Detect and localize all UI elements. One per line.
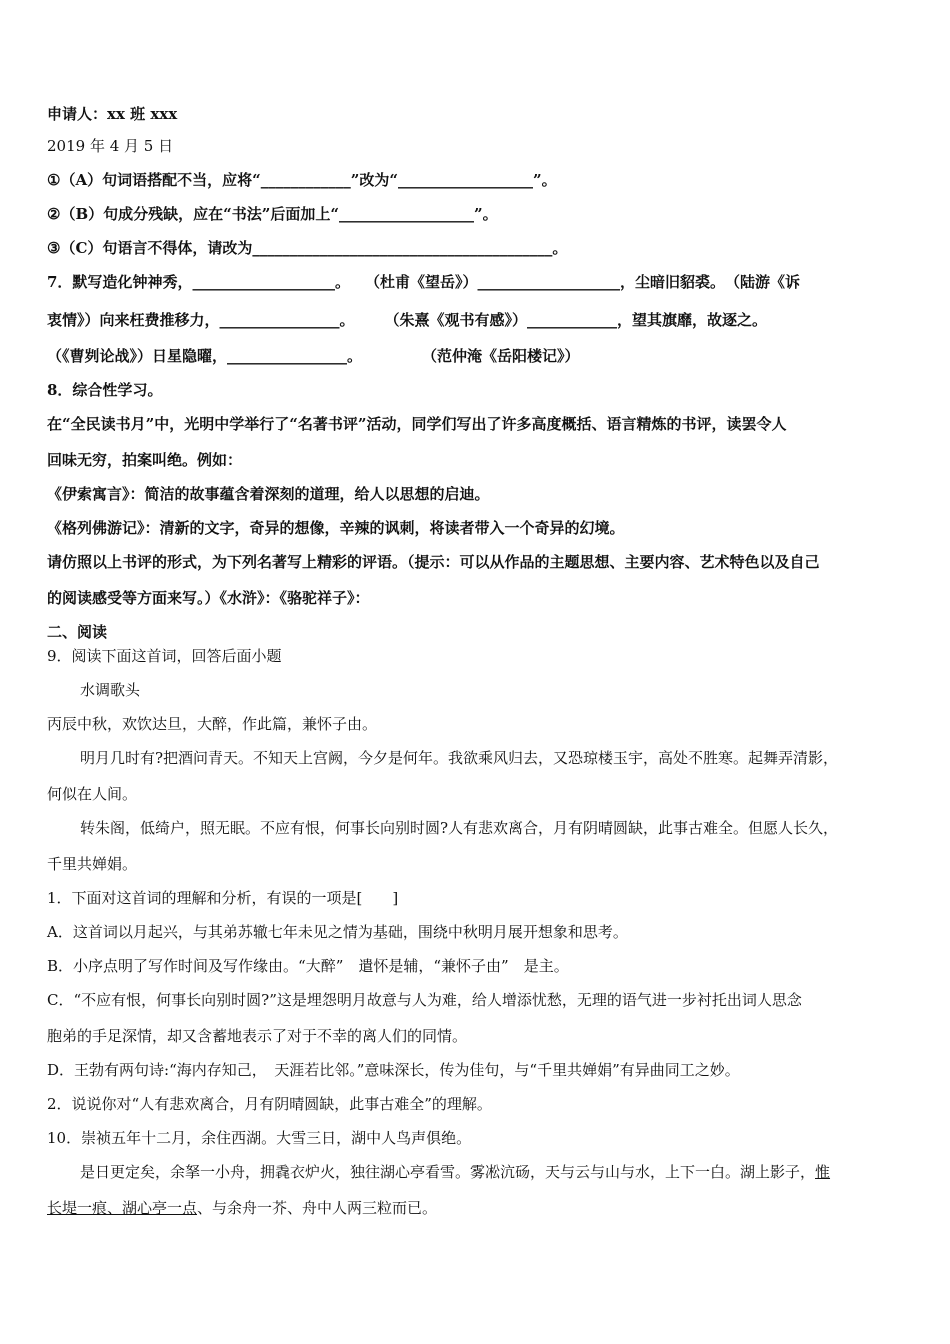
- poem-paragraph-1a: 明月几时有?把酒问青天。不知天上宫阙，今夕是何年。我欲乘风归去，又恐琼楼玉宇，高处不胜寒。起舞弄清影，: [80, 749, 839, 767]
- section-2-heading: 二、阅读: [47, 623, 108, 641]
- subquestion-2: 2．说说你对“人有悲欢离合，月有阴晴圆缺，此事古难全”的理解。: [47, 1095, 492, 1113]
- q7-line-3: （《曹刿论战》）日星隐曜，________________。 （范仲淹《岳阳楼记》）: [47, 347, 580, 365]
- q7-line-1: 7．默写造化钟神秀，___________________。 （杜甫《望岳》）___________________，尘暗旧貂裘。 （陆游《诉: [47, 273, 800, 291]
- q9-prompt: 9．阅读下面这首词，回答后面小题: [47, 647, 282, 665]
- date-line: 2019 年 4 月 5 日: [47, 137, 174, 155]
- poem-paragraph-1b: 何似在人间。: [47, 785, 138, 803]
- option-b: B．小序点明了写作时间及写作缘由。“大醉” 遣怀是辅，“兼怀子由” 是主。: [47, 957, 569, 975]
- poem-title: 水调歌头: [80, 681, 141, 699]
- option-c-line-2: 胞弟的手足深情，却又含蓄地表示了对于不幸的离人们的同情。: [47, 1027, 468, 1045]
- q8-paragraph-2b: 的阅读感受等方面来写。）《水浒》：《骆驼祥子》：: [47, 589, 370, 607]
- q10-underlined-start: 惟: [815, 1163, 831, 1181]
- poem-paragraph-2a: 转朱阁，低绮户，照无眠。不应有恨，何事长向别时圆?人有悲欢离合，月有阴晴圆缺，此事古难全。但愿人长久，: [80, 819, 839, 837]
- option-c-line-1: C．“不应有恨，何事长向别时圆?”这是埋怨明月故意与人为难，给人增添忧愁，无理的语气进一步衬托出词人思念: [47, 991, 802, 1009]
- poem-preface: 丙辰中秋，欢饮达旦，大醉，作此篇，兼怀子由。: [47, 715, 378, 733]
- q10-paragraph-2-text: 、与余舟一芥、舟中人两三粒而已。: [197, 1199, 438, 1217]
- q8-example-2: 《格列佛游记》：清新的文字，奇异的想像，辛辣的讽刺，将读者带入一个奇异的幻境。: [47, 519, 625, 537]
- q10-paragraph-1: [80, 1162, 830, 1182]
- q8-paragraph-2a: 请仿照以上书评的形式，为下列名著写上精彩的评语。（提示：可以从作品的主题思想、主要内容、艺术特色以及自己: [47, 553, 820, 571]
- q7-line-2: 衷情》）向来枉费推移力，________________。 （朱熹《观书有感》）____________，望其旗靡，故逐之。: [47, 311, 768, 329]
- q10-underlined-phrase: 长堤一痕、湖心亭一点: [47, 1199, 198, 1217]
- subquestion-1: 1．下面对这首词的理解和分析，有误的一项是[ ]: [47, 889, 399, 907]
- q10-intro: 10．崇祯五年十二月，余住西湖。大雪三日，湖中人鸟声俱绝。: [47, 1129, 472, 1147]
- question-b: ②（B）句成分残缺，应在“书法”后面加上“__________________”。: [47, 205, 498, 223]
- q8-paragraph-1a: 在“全民读书月”中，光明中学举行了“名著书评”活动，同学们写出了许多高度概括、语言精炼的书评，读罢令人: [47, 415, 787, 433]
- question-a: ①（A）句词语搭配不当，应将“____________”改为“__________________”。: [47, 171, 557, 189]
- applicant-line: 申请人：xx 班 xxx: [47, 105, 178, 123]
- option-a: A．这首词以月起兴，与其弟苏辙七年未见之情为基础，围绕中秋明月展开想象和思考。: [47, 923, 628, 941]
- q10-paragraph-1-text: 是日更定矣，余拏一小舟，拥毳衣炉火，独往湖心亭看雪。雾凇沆砀，天与云与山与水，上下一白。湖上影子，: [80, 1163, 816, 1181]
- question-c: ③（C）句语言不得体，请改为________________________________________。: [47, 239, 568, 257]
- q8-paragraph-1b: 回味无穷，拍案叫绝。例如：: [47, 451, 243, 469]
- q10-paragraph-2: [47, 1198, 437, 1218]
- q8-title: 8．综合性学习。: [47, 381, 163, 399]
- poem-paragraph-2b: 千里共婵娟。: [47, 855, 138, 873]
- q8-example-1: 《伊索寓言》：简洁的故事蕴含着深刻的道理，给人以思想的启迪。: [47, 485, 490, 503]
- option-d: D．王勃有两句诗:“海内存知己， 天涯若比邻。”意味深长，传为佳句，与“千里共婵娟”有异曲同工之妙。: [47, 1061, 740, 1079]
